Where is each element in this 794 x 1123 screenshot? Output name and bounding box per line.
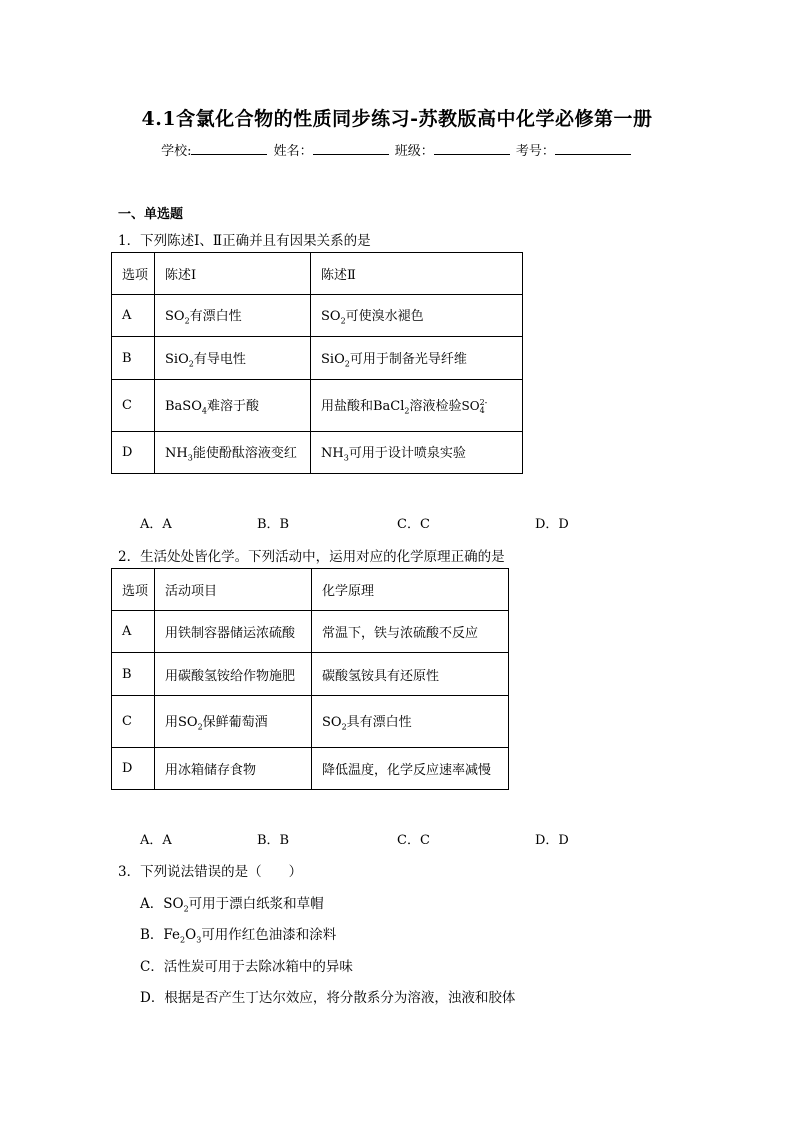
option-d[interactable]: D．D <box>535 517 569 532</box>
header-cell: 陈述Ⅰ <box>155 253 311 295</box>
option-cell: D <box>112 748 155 790</box>
q1-table <box>111 252 523 474</box>
section-heading: 一、单选题 <box>118 207 184 222</box>
option-a[interactable]: A．A <box>140 517 172 532</box>
table-row <box>112 432 523 474</box>
table-row <box>112 295 523 337</box>
activity-cell: 用碳酸氢铵给作物施肥 <box>155 653 312 696</box>
table-row <box>112 696 509 748</box>
statement-2-cell: $NH_3$可用于设计喷泉实验 <box>311 432 523 474</box>
q3-choice-a[interactable]: A．$SO_2$可用于漂白纸浆和草帽 <box>140 896 324 914</box>
q3-stem: 3．下列说法错误的是（ ） <box>118 864 303 880</box>
principle-cell: 常温下，铁与浓硫酸不反应 <box>312 611 509 653</box>
option-cell: C <box>112 380 155 432</box>
table-header-row <box>112 253 523 295</box>
header-cell: 选项 <box>112 569 155 611</box>
table-row <box>112 748 509 790</box>
activity-cell: 用$SO_2$保鲜葡萄酒 <box>155 696 312 748</box>
activity-cell: 用冰箱储存食物 <box>155 748 312 790</box>
option-cell: B <box>112 653 155 696</box>
school-blank[interactable] <box>191 141 267 155</box>
q2-stem: 2．生活处处皆化学。下列活动中，运用对应的化学原理正确的是 <box>118 549 505 565</box>
option-cell: D <box>112 432 155 474</box>
option-b[interactable]: B．B <box>257 833 290 848</box>
option-cell: B <box>112 337 155 380</box>
statement-1-cell: $NH_3$能使酚酞溶液变红 <box>155 432 311 474</box>
principle-cell: 碳酸氢铵具有还原性 <box>312 653 509 696</box>
table-row <box>112 611 509 653</box>
name-blank[interactable] <box>313 141 389 155</box>
name-label: 姓名： <box>273 144 313 159</box>
table-row <box>112 380 523 432</box>
number-blank[interactable] <box>555 141 631 155</box>
class-blank[interactable] <box>434 141 510 155</box>
header-cell: 选项 <box>112 253 155 295</box>
q3-choice-c[interactable]: C．活性炭可用于去除冰箱中的异味 <box>140 959 353 975</box>
table-row <box>112 653 509 696</box>
header-cell: 活动项目 <box>155 569 312 611</box>
table-row <box>112 337 523 380</box>
option-d[interactable]: D．D <box>535 833 569 848</box>
statement-2-cell: 用盐酸和BaCl$_2$溶液检验SO 2- 4 <box>311 380 523 432</box>
statement-2-cell: $SO_2$可使溴水褪色 <box>311 295 523 337</box>
school-label: 学校: <box>161 144 192 159</box>
option-a[interactable]: A．A <box>140 833 172 848</box>
table-header-row <box>112 569 509 611</box>
number-label: 考号： <box>515 144 555 159</box>
statement-2-cell: SiO$_2$可用于制备光导纤维 <box>311 337 523 380</box>
q3-choice-d[interactable]: D．根据是否产生丁达尔效应，将分散系分为溶液，浊液和胶体 <box>140 990 516 1006</box>
statement-1-cell: $SO_2$有漂白性 <box>155 295 311 337</box>
page-title: 4.1含氯化合物的性质同步练习-苏教版高中化学必修第一册 <box>141 108 653 130</box>
header-cell: 化学原理 <box>312 569 509 611</box>
class-label: 班级： <box>394 144 434 159</box>
principle-cell: 降低温度，化学反应速率减慢 <box>312 748 509 790</box>
q3-choice-b[interactable]: B．$Fe_2O_3$可用作红色油漆和涂料 <box>140 927 337 945</box>
student-info-line <box>0 140 794 159</box>
principle-cell: $SO_2$具有漂白性 <box>312 696 509 748</box>
header-cell: 陈述Ⅱ <box>311 253 523 295</box>
option-cell: A <box>112 611 155 653</box>
statement-1-cell: BaSO$_4$难溶于酸 <box>155 380 311 432</box>
option-c[interactable]: C．C <box>397 833 430 848</box>
q2-table <box>111 568 509 790</box>
q1-stem: 1．下列陈述Ⅰ、Ⅱ正确并且有因果关系的是 <box>118 233 371 249</box>
sulfate-ion: SO 2- 4 <box>461 397 488 415</box>
option-cell: A <box>112 295 155 337</box>
option-cell: C <box>112 696 155 748</box>
statement-1-cell: SiO$_2$有导电性 <box>155 337 311 380</box>
activity-cell: 用铁制容器储运浓硫酸 <box>155 611 312 653</box>
option-b[interactable]: B．B <box>257 517 290 532</box>
option-c[interactable]: C．C <box>397 517 430 532</box>
